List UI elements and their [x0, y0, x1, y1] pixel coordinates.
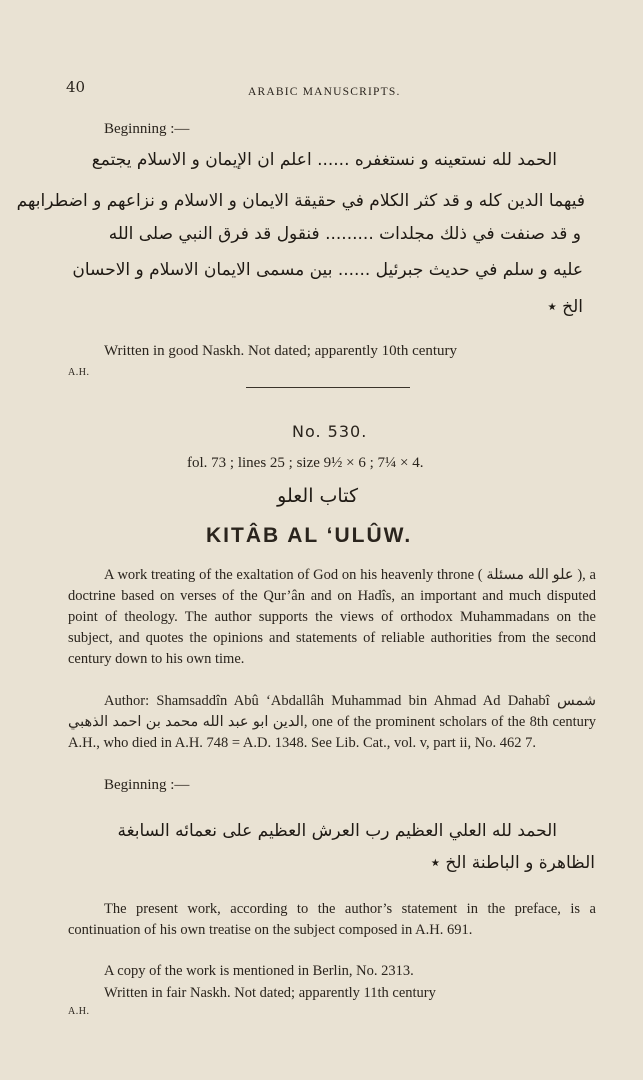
- era-label: A.H.: [68, 367, 90, 378]
- arabic-beginning-line: الحمد لله العلي العظيم رب العرش العظيم على نعمائه السابغة: [117, 821, 557, 841]
- arabic-title: كتاب العلو: [277, 485, 358, 507]
- foliation-line: fol. 73 ; lines 25 ; size 9½ × 6 ; 7¼ × 4.: [187, 455, 424, 471]
- arabic-line: الخ ٭: [547, 297, 583, 317]
- running-head: ARABIC MANUSCRIPTS.: [248, 86, 401, 98]
- era-label-2: A.H.: [68, 1006, 90, 1017]
- written-note-2: Written in fair Naskh. Not dated; apparently 11th century: [104, 985, 436, 1001]
- beginning-label: Beginning :—: [104, 121, 190, 137]
- arabic-line: الحمد لله نستعينه و نستغفره ...... اعلم ان الإيمان و الاسلام يجتمع: [91, 150, 557, 170]
- author-paragraph: Author: Shamsaddîn Abû ‘Abdallâh Muhammad bin Ahmad Ad Dahabî شمس الدين ابو عبد الله محمد بن احمد الذهبي, one of the prominent scholars of the 8th century A.H., who died in A.H. 748 = A.D. 1348. See Lib. Cat., vol. v, part ii, No. 462 7.: [68, 693, 596, 751]
- written-note: Written in good Naskh. Not dated; apparently 10th century: [104, 343, 458, 359]
- description-paragraph: A work treating of the exaltation of God on his heavenly throne ( علو الله مسئلة ), a doctrine based on verses of the Qur’ân and on Hadîs, an important and much disputed point of theology. The author supports the views of orthodox Muhammadans on the subject, and quotes the opinions and statements of reliable authorities from the second century down to his own time.: [68, 567, 596, 667]
- arabic-beginning-line: الظاهرة و الباطنة الخ ٭: [430, 853, 595, 873]
- arabic-line: فيهما الدين كله و قد كثر الكلام في حقيقة الايمان و الاسلام و نزاعهم و اضطرابهم: [16, 191, 585, 211]
- work-title: KITÂB AL ‘ULÛW.: [206, 524, 413, 547]
- section-divider: [246, 387, 410, 388]
- notes-paragraph: The present work, according to the author’s statement in the preface, is a continuation of his own treatise on the subject composed in A.H. 691.: [68, 901, 596, 938]
- page-number: 40: [66, 78, 86, 96]
- copy-note: A copy of the work is mentioned in Berlin, No. 2313.: [104, 963, 414, 979]
- page-bottom-margin: [62, 1040, 622, 1070]
- arabic-line: و قد صنفت في ذلك مجلدات ......... فنقول قد فرق النبي صلى الله: [108, 224, 581, 244]
- entry-number: No. 530.: [292, 422, 368, 441]
- arabic-line: عليه و سلم في حديث جبرئيل ...... بين مسمى الايمان الاسلام و الاحسان: [72, 260, 583, 280]
- beginning-label-2: Beginning :—: [104, 777, 190, 793]
